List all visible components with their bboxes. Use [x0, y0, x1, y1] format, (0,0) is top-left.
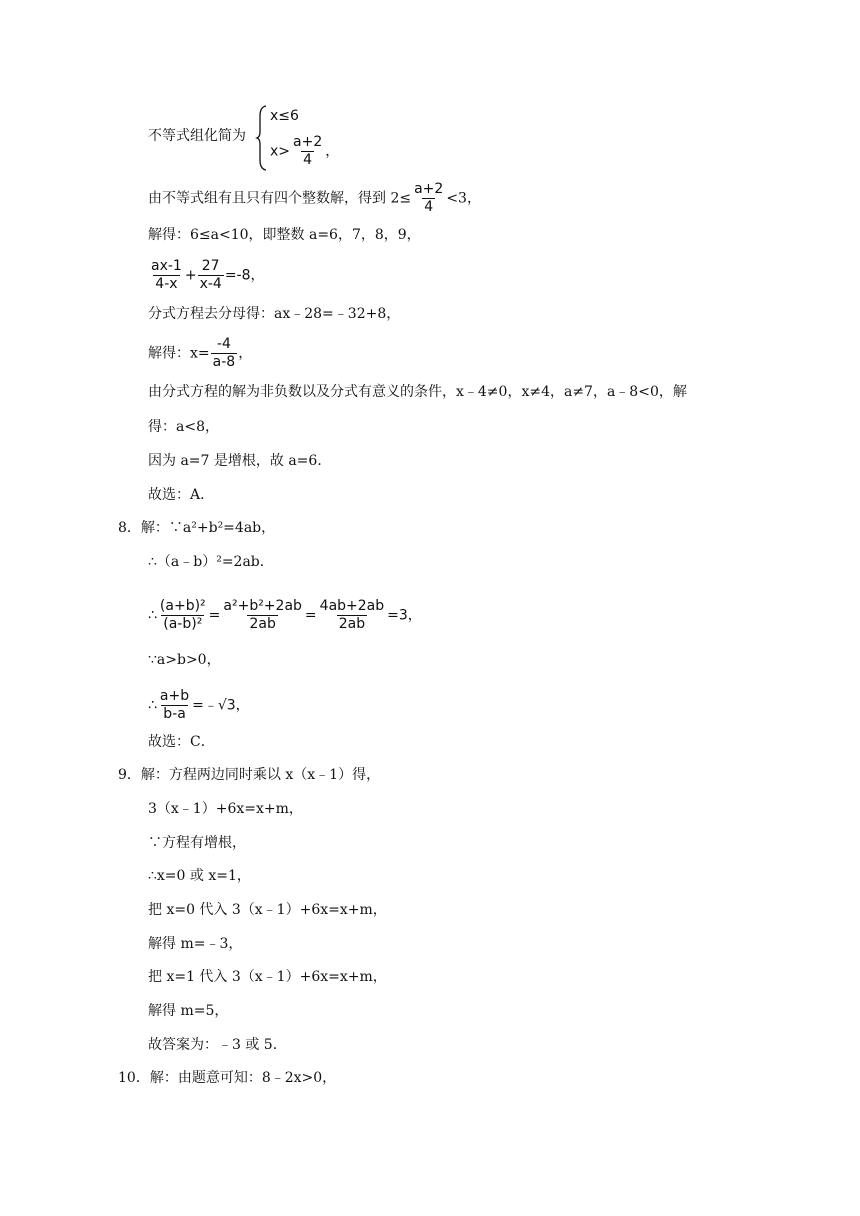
answer-line: 故选：C．	[148, 734, 215, 750]
system-row-1: x≤6	[270, 108, 299, 124]
equation-line: ∴ $\frac{\text{(a+b)²}}{\text{(a-b)²}}$ = $\frac{\text{a²+b²+2ab}}{2ab}$ = $\frac{4ab+2ab}{2ab}$ =3，	[148, 598, 422, 632]
fraction: $\frac{4ab+2ab}{2ab}$	[319, 598, 385, 632]
solution-line: 得：a<8，	[148, 419, 219, 435]
question-number: 8．解：∵a²+b²=4ab，	[118, 520, 276, 536]
solution-line: 由不等式组有且只有四个整数解，得到 2≤ $\frac{a+2}{4}$ <3，	[148, 181, 481, 215]
fraction: $\frac{-4}{a-8}$	[212, 336, 236, 370]
fraction: $\frac{\text{a²+b²+2ab}}{2ab}$	[223, 598, 302, 632]
solution-line: 把 x=0 代入 3（x﹣1）+6x=x+m，	[148, 902, 387, 918]
solution-line: 因为 a=7 是增根，故 a=6．	[148, 453, 332, 469]
fraction: $\frac{\text{(a+b)²}}{\text{(a-b)²}}$	[159, 598, 206, 632]
system-brace	[255, 104, 269, 172]
solution-line: 解得：x= $\frac{-4}{a-8}$ ，	[148, 336, 253, 370]
system-intro: 不等式组化简为	[148, 128, 246, 144]
question-number: 9．解：方程两边同时乘以 x（x﹣1）得，	[118, 767, 381, 783]
solution-line: ∵方程有增根，	[148, 835, 246, 851]
solution-line: 分式方程去分母得：ax﹣28=﹣32+8，	[148, 306, 401, 322]
solution-line: 解得 m=5，	[148, 1003, 229, 1019]
solution-line: ∵a>b>0，	[148, 652, 221, 668]
solution-line: 由分式方程的解为非负数以及分式有意义的条件，x﹣4≠0，x≠4，a≠7，a﹣8<0，解	[148, 384, 687, 400]
solution-line: 解得 m=﹣3，	[148, 936, 243, 952]
fraction: $\frac{a+2}{4}$	[293, 134, 323, 168]
equation-line: $\frac{ax-1}{4-x}$ + $\frac{27}{x-4}$ =-8，	[151, 258, 265, 292]
solution-line: 把 x=1 代入 3（x﹣1）+6x=x+m，	[148, 969, 387, 985]
solution-line: ∴（a﹣b）²=2ab．	[148, 554, 274, 570]
answer-line: 故选：A．	[148, 487, 215, 503]
answer-line: 故答案为：﹣3 或 5．	[148, 1037, 287, 1053]
solution-line: ∴x=0 或 x=1，	[148, 868, 251, 884]
equation-line: ∴ $\frac{a+b}{b-a}$ =﹣√3，	[148, 688, 250, 722]
fraction: $\frac{a+b}{b-a}$	[159, 688, 190, 722]
system-line	[148, 126, 246, 146]
solution-line: 解得：6≤a<10，即整数 a=6，7，8，9，	[148, 227, 421, 243]
fraction: $\frac{a+2}{4}$	[414, 181, 444, 215]
question-number: 10．解：由题意可知：8﹣2x>0，	[118, 1070, 337, 1086]
fraction: $\frac{ax-1}{4-x}$	[151, 258, 182, 292]
solution-line: 3（x﹣1）+6x=x+m，	[148, 801, 303, 817]
system-row-2: x> $\frac{a+2}{4}$ ，	[270, 134, 340, 168]
fraction: $\frac{27}{x-4}$	[199, 258, 222, 292]
